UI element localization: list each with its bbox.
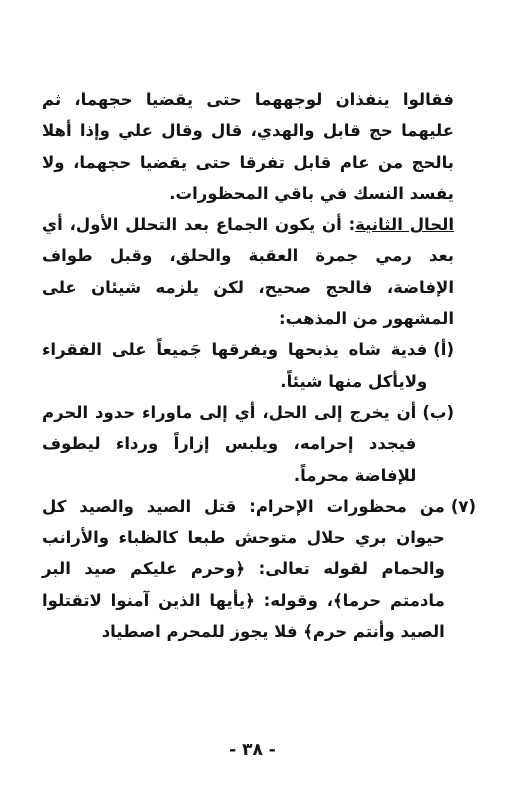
list-item-text: من محظورات الإحرام: قتل الصيد والصيد كل حيوان بري حلال متوحش طبعا كالظباء والأرانب والحمام لقوله تعالى: ﴿وحرم عليكم صيد البر مادمتم حرما﴾، وقوله: ﴿يأيها الذين آمنوا لاتقتلوا الصيد وأنتم حرم﴾ فلا يجوز للمحرم اصطياد (42, 496, 445, 642)
list-item-text: أن يخرج إلى الحل، أي إلى ماوراء حدود الحرم فيجدد إحرامه، ويلبس إزاراً ورداء ليطوف للإفاضة محرماً. (42, 402, 417, 485)
list-item-7 (42, 491, 476, 647)
body-text (42, 84, 476, 647)
paragraph-1: فقالوا ينفذان لوجههما حتى يقضيا حجهما، ثم عليهما حج قابل والهدي، قال وقال علي وإذا أهلا بالحج من عام قابل تفرقا حتى يقضيا حجهما، ولا يفسد النسك في باقي المحظورات. (42, 90, 454, 203)
list-marker: (ب) (422, 402, 454, 422)
list-item-a (42, 334, 454, 397)
list-marker: (أ) (433, 340, 454, 360)
list-marker: (٧) (450, 496, 476, 516)
list-item-b (42, 397, 454, 491)
section-heading: الحال الثانية (355, 215, 454, 235)
list-item-text: فدية شاه يذبحها ويفرقها جَميعاً على الفقراء ولايأكل منها شيئاً. (42, 340, 428, 391)
paragraph-2-text: : أن يكون الجماع بعد التحلل الأول، أي بعد رمي جمرة العقبة والحلق، وقبل طواف الإفاضة، فالحج صحيح، لكن يلزمه شيئان على المشهور من المذهب: (42, 215, 454, 329)
paragraph-2 (42, 209, 454, 334)
page-number: - ٣٨ - (229, 740, 276, 760)
